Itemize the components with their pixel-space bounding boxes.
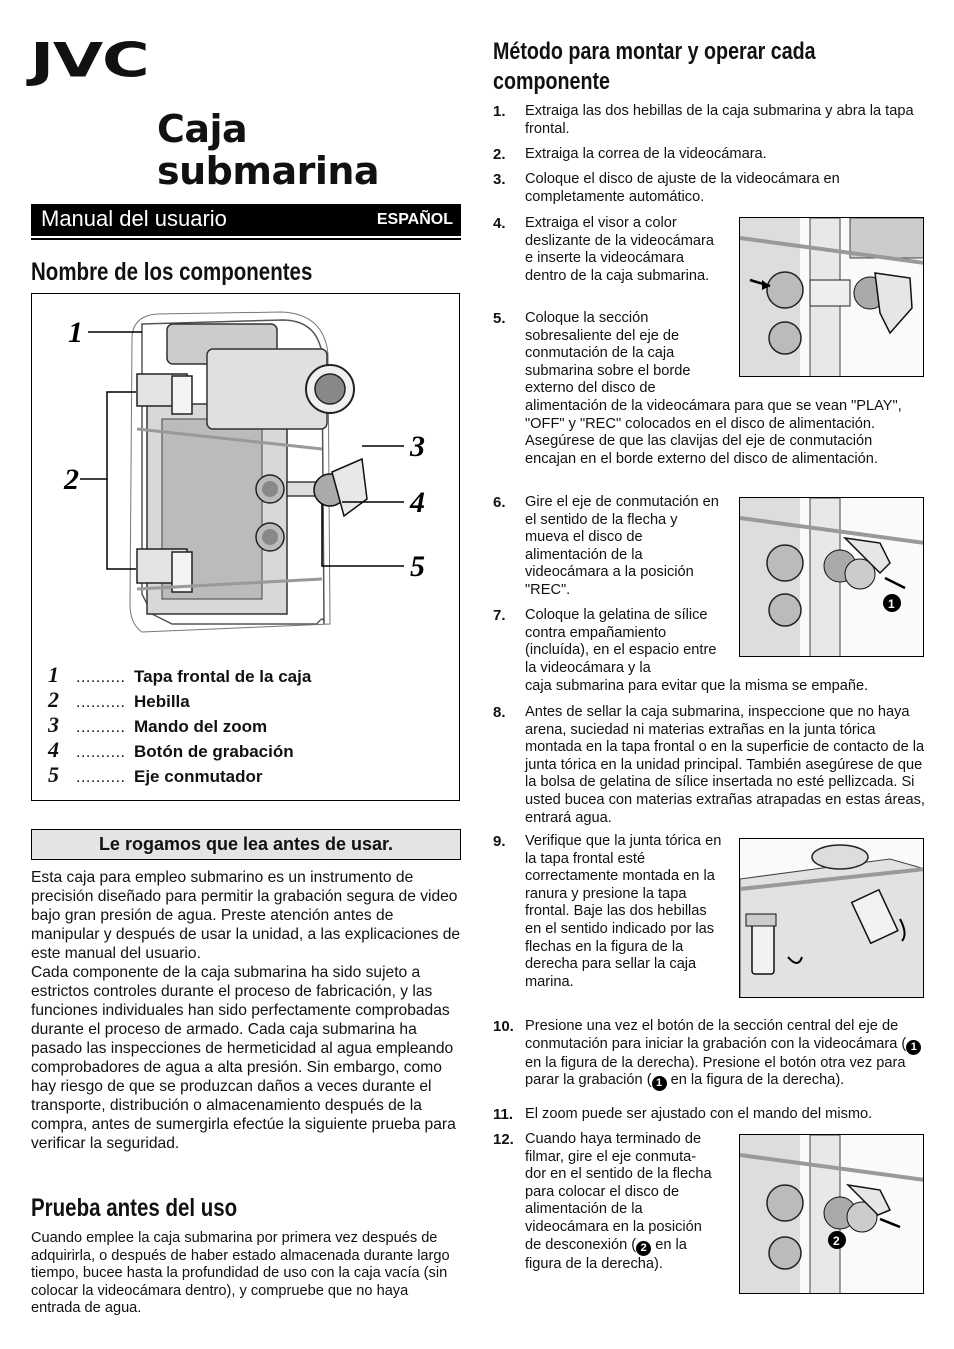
item-number: 2 [48, 687, 59, 712]
step-5 [493, 310, 715, 398]
notice-paragraph-2: Cada componente de la caja submarina ha sido sujeto a estrictos controles durante el proceso de fabricación, y las funciones individuales han sido perfectamente comprobadas durante el proceso de armado. Cada caja submarina ha pasado las inspecciones de hermeticidad al agua empleando comprobadores de agua a alta presión. Sin embargo, como hay riesgo de que se produzcan daños a veces durante el transporte, distribución o almacenamiento después de la compra, antes de sumergirla efectúe la siguiente prueba para verificar la seguridad. [31, 964, 456, 1152]
component-list [48, 662, 311, 787]
item-dots: .......... [76, 694, 126, 711]
step-10-text-c: en la figura de la derecha). [666, 1072, 845, 1089]
list-item [48, 712, 311, 737]
step-text: Coloque la sección sobresaliente del eje de conmutación de la caja submarina sobre el borde externo del disco de [525, 310, 691, 397]
callout-3: 3 [410, 430, 425, 463]
marker-two: 2 [833, 1234, 840, 1248]
item-label: Botón de grabación [134, 742, 294, 761]
callout-1: 1 [68, 316, 83, 349]
step-2 [493, 146, 925, 164]
step-number: 10. [493, 1018, 514, 1035]
step-number: 6. [493, 494, 506, 511]
step-6 [493, 494, 723, 600]
method-heading-line-2: componente [493, 68, 611, 95]
item-dots: .......... [76, 669, 126, 686]
callout-5: 5 [410, 550, 425, 583]
step-text: Gire el eje de conmutación en el sentido de la flecha y mueva el disco de alimentación de la videocámara a la posición "REC". [525, 494, 719, 598]
step-number: 9. [493, 833, 506, 850]
language-label: ESPAÑOL [376, 211, 453, 228]
test-body: Cuando emplee la caja submarina por primera vez después de adquirirla, o después de haber estado almacenada durante largo tiempo, bucee hasta la profundidad de uso con la caja vacía (sin colocar la videocámara dentro), y compruebe que no haya entrada de agua. [31, 1230, 450, 1317]
step-text: Verifique que la junta tórica en la tapa frontal esté correctamente montada en la ranura y presione la tapa frontal. Baje las dos hebillas en el sentido indicado por las flechas en la figura de la derecha para sellar la caja marina. [525, 833, 722, 990]
item-number: 4 [48, 737, 59, 762]
step-number: 4. [493, 215, 506, 232]
photo-close-buckles [739, 838, 924, 998]
list-item [48, 737, 311, 762]
step-number: 11. [493, 1106, 514, 1123]
step-10 [493, 1018, 925, 1091]
item-label: Tapa frontal de la caja [134, 667, 312, 686]
item-dots: .......... [76, 769, 126, 786]
marker-one: 1 [888, 597, 895, 611]
method-heading-line-1: Método para montar y operar cada [493, 38, 816, 65]
test-heading: Prueba antes del uso [31, 1194, 238, 1222]
photo-power-off [739, 1134, 924, 1294]
step-text: Coloque el disco de ajuste de la videocámara en completamente automático. [525, 171, 840, 205]
item-label: Hebilla [134, 692, 190, 711]
illustration-rec-position [740, 498, 924, 657]
components-heading: Nombre de los componentes [31, 258, 313, 286]
step-1 [493, 103, 925, 138]
step-10-text-a: Presione una vez el botón de la sección central del eje de conmutación para iniciar la grabación con la videocámara ( [525, 1018, 907, 1052]
step-number: 3. [493, 171, 506, 188]
step-12-text-a: Cuando haya terminado de filmar, gire el eje conmuta-dor en el sentido de la flecha para colocar el disco de alimentación de la videocámara en la posición de desconexión ( [525, 1131, 712, 1253]
step-text [525, 1018, 925, 1091]
step-12 [493, 1131, 715, 1273]
photo-rec-position [739, 497, 924, 657]
callout-4: 4 [410, 486, 425, 519]
title-line-2: submarina [157, 149, 380, 193]
step-3 [493, 171, 925, 206]
marker-one-badge: 1 [906, 1040, 921, 1055]
method-heading [493, 37, 816, 97]
item-label: Mando del zoom [134, 717, 268, 736]
list-item [48, 662, 311, 687]
step-number: 5. [493, 310, 506, 327]
step-9 [493, 833, 723, 991]
item-label: Eje conmutador [134, 767, 263, 786]
divider [31, 238, 461, 240]
item-number: 5 [48, 762, 59, 787]
step-number: 2. [493, 146, 506, 163]
marker-two-badge: 2 [636, 1241, 651, 1256]
step-number: 12. [493, 1131, 514, 1148]
step-7-continued: caja submarina para evitar que la misma se empañe. [525, 678, 869, 694]
notice-paragraph-1: Esta caja para empleo submarino es un instrumento de precisión diseñado para permitir la grabación segura de video bajo gran presión de agua. Preste atención antes de manipular y después de usar la unidad, a las explicaciones de este manual del usuario. [31, 869, 461, 962]
manual-bar [31, 204, 461, 236]
step-text: Coloque la gelatina de sílice contra empañamiento (incluída), en el espacio entre la videocámara y la [525, 607, 717, 676]
illustration-power-off [740, 1135, 924, 1294]
step-number: 7. [493, 607, 506, 624]
step-12-text-b: en la figura de la derecha). [525, 1236, 687, 1272]
step-7 [493, 607, 723, 677]
callout-2: 2 [64, 463, 79, 496]
notice-body [31, 868, 463, 1153]
step-number: 8. [493, 704, 506, 721]
jvc-logo: JVC [30, 34, 149, 89]
item-number: 1 [48, 662, 59, 687]
marker-one-badge: 1 [652, 1076, 667, 1091]
illustration-close-buckles [740, 839, 924, 998]
item-dots: .......... [76, 744, 126, 761]
page-title [157, 108, 379, 192]
step-10-text-b: en la figura de la derecha). Presione el botón otra vez para parar la grabación ( [525, 1054, 906, 1089]
title-line-1: Caja [157, 107, 248, 151]
step-text: Extraiga las dos hebillas de la caja submarina y abra la tapa frontal. [525, 103, 914, 137]
step-4 [493, 215, 715, 285]
item-dots: .......... [76, 719, 126, 736]
list-item [48, 762, 311, 787]
step-number: 1. [493, 103, 506, 120]
illustration-insert-camera [740, 218, 924, 377]
step-11 [493, 1106, 925, 1124]
notice-heading: Le rogamos que lea antes de usar. [31, 829, 461, 860]
photo-insert-camera [739, 217, 924, 377]
step-text: Extraiga la correa de la videocámara. [525, 146, 767, 162]
step-text [525, 1131, 715, 1273]
item-number: 3 [48, 712, 59, 737]
step-text: Extraiga el visor a color deslizante de la videocámara e inserte la videocámara dentro de la caja submarina. [525, 215, 715, 284]
step-text: Antes de sellar la caja submarina, inspeccione que no haya arena, suciedad ni materias extrañas en la junta tórica montada en la tapa frontal o en la superficie de contacto de la junta tórica en la unidad principal. También asegúrese de que la bolsa de gelatina de sílice insertada no esté pellizcada. Si usted bucea con materias extrañas atrapadas en estas áreas, entrará agua. [525, 704, 925, 826]
step-8 [493, 704, 925, 827]
step-5-continued: alimentación de la videocámara para que se vean "PLAY", "OFF" y "REC" colocados en el disco de alimentación. Asegúrese de que las clavijas del eje de conmutación encajan en el borde externo del disco de alimentación. [525, 398, 902, 467]
step-text: El zoom puede ser ajustado con el mando del mismo. [525, 1106, 873, 1122]
manual-label: Manual del usuario [41, 206, 227, 231]
list-item [48, 687, 311, 712]
